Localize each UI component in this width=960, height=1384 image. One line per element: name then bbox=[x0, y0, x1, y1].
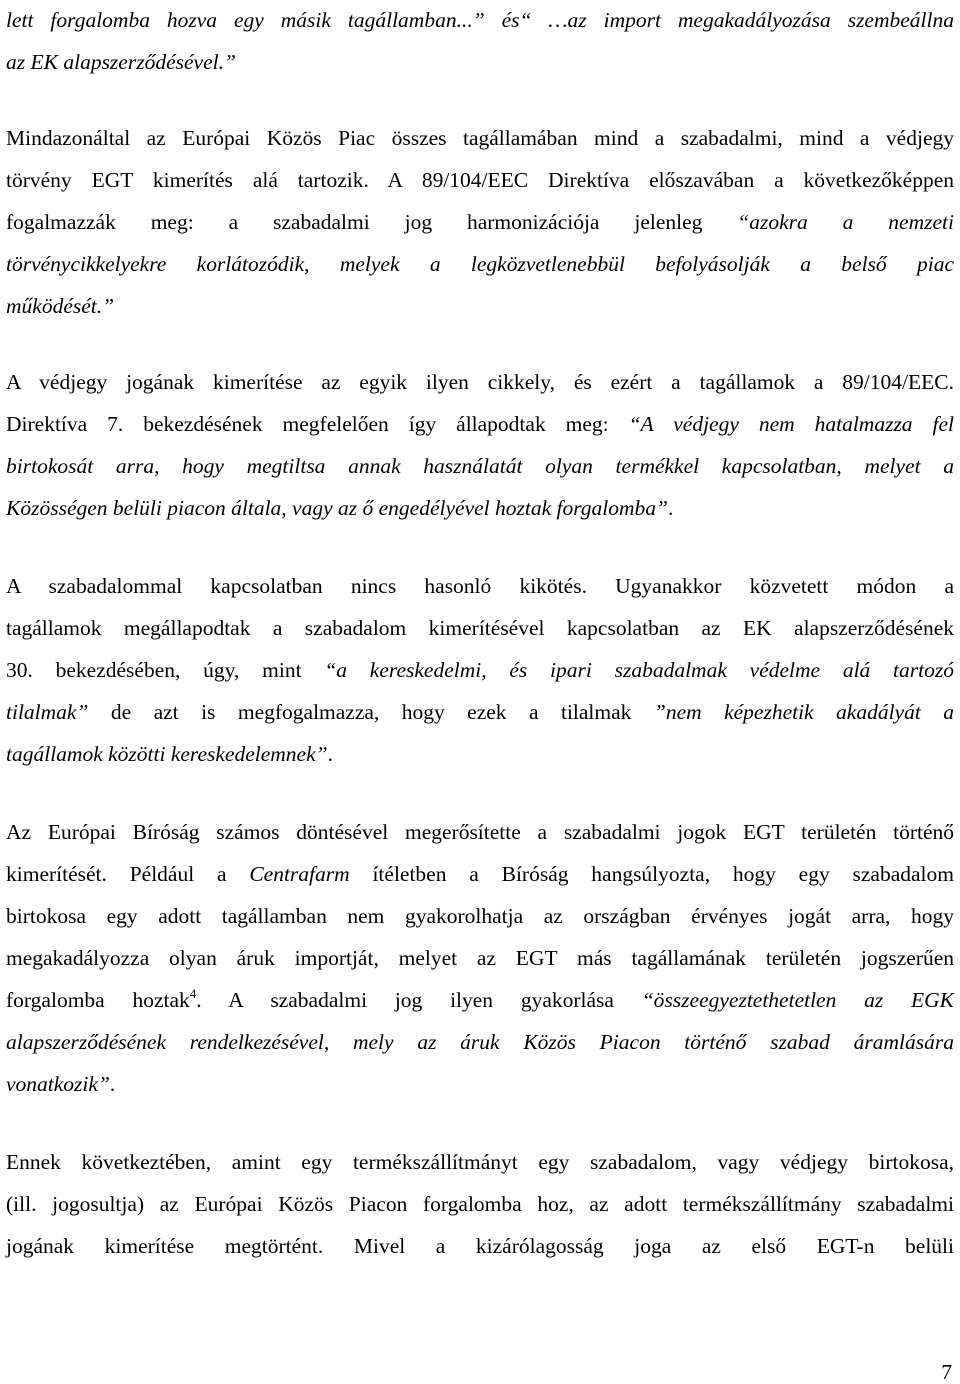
italic-text: az EK alapszerződésével.” bbox=[6, 50, 236, 74]
italic-text: tagállamok közötti kereskedelemnek” bbox=[6, 742, 328, 766]
text-line bbox=[6, 614, 954, 642]
text-line bbox=[6, 902, 954, 930]
text-segment: . bbox=[668, 496, 674, 520]
text-line bbox=[6, 572, 954, 600]
italic-text: birtokosát arra, hogy megtiltsa annak használatát olyan termékkel kapcsolatban, melyet a bbox=[6, 454, 954, 478]
text-segment: törvény EGT kimerítés alá tartozik. A 89/104/EEC Direktíva előszavában a következőképpen bbox=[6, 168, 954, 192]
page-number: 7 bbox=[941, 1360, 952, 1384]
text-line bbox=[6, 1148, 954, 1176]
italic-text: Közösségen belüli piacon általa, vagy az ő engedélyével hoztak forgalomba” bbox=[6, 496, 669, 520]
text-segment: tagállamok megállapodtak a szabadalom kimerítésével kapcsolatban az EK alapszerződésének bbox=[6, 616, 954, 640]
text-segment: kimerítését. Például a bbox=[6, 862, 250, 886]
italic-text: lett forgalomba hozva egy másik tagállamban...” és“ …az import megakadályozása szembeállna bbox=[6, 8, 954, 32]
text-segment: forgalomba hoztak bbox=[6, 988, 190, 1012]
text-line bbox=[6, 6, 954, 34]
italic-text: működését.” bbox=[6, 294, 115, 318]
text-segment: de azt is megfogalmazza, hogy ezek a tilalmak bbox=[88, 700, 654, 724]
text-line bbox=[6, 368, 954, 396]
italic-text: törvénycikkelyekre korlátozódik, melyek a legközvetlenebbül befolyásolják a belső piac bbox=[6, 252, 954, 276]
text-line bbox=[6, 986, 954, 1014]
text-segment: (ill. jogosultja) az Európai Közös Piacon forgalomba hoz, az adott termékszállítmány szabadalmi bbox=[6, 1192, 954, 1216]
italic-text: “a kereskedelmi, és ipari szabadalmak védelme alá tartozó bbox=[324, 658, 954, 682]
italic-text: Centrafarm bbox=[249, 862, 350, 886]
italic-text: “A védjegy nem hatalmazza fel bbox=[628, 412, 954, 436]
text-line bbox=[6, 698, 954, 726]
text-line bbox=[6, 208, 954, 236]
text-segment: fogalmazzák meg: a szabadalmi jog harmonizációja jelenleg bbox=[6, 210, 738, 234]
text-segment: . bbox=[109, 1072, 116, 1096]
text-segment: . A szabadalmi jog ilyen gyakorlása bbox=[196, 988, 642, 1012]
text-segment: jogának kimerítése megtörtént. Mivel a kizárólagosság joga az első EGT-n belüli bbox=[6, 1234, 954, 1258]
text-line bbox=[6, 250, 954, 278]
text-segment: 30. bekezdésében, úgy, mint bbox=[6, 658, 325, 682]
text-segment: A védjegy jogának kimerítése az egyik ilyen cikkely, és ezért a tagállamok a 89/104/EEC. bbox=[6, 370, 954, 394]
italic-text: alapszerződésének rendelkezésével, mely az áruk Közös Piacon történő szabad áramlására bbox=[6, 1030, 954, 1054]
italic-text: “összeegyeztethetetlen az EGK bbox=[641, 988, 954, 1012]
text-segment: birtokosa egy adott tagállamban nem gyakorolhatja az országban érvényes jogát arra, hogy bbox=[6, 904, 954, 928]
text-line bbox=[6, 1232, 954, 1260]
text-line bbox=[6, 818, 954, 846]
text-line bbox=[6, 494, 954, 522]
text-line bbox=[6, 410, 954, 438]
text-line bbox=[6, 292, 954, 320]
text-line bbox=[6, 1070, 954, 1098]
text-line bbox=[6, 166, 954, 194]
text-line bbox=[6, 740, 954, 768]
text-line bbox=[6, 124, 954, 152]
text-segment: ítéletben a Bíróság hangsúlyozta, hogy egy szabadalom bbox=[349, 862, 954, 886]
text-line bbox=[6, 1028, 954, 1056]
text-segment: Mindazonáltal az Európai Közös Piac összes tagállamában mind a szabadalmi, mind a védjegy bbox=[6, 126, 954, 150]
text-segment: Ennek következtében, amint egy termékszállítmányt egy szabadalom, vagy védjegy birtokosa, bbox=[6, 1150, 954, 1174]
text-line bbox=[6, 944, 954, 972]
text-line bbox=[6, 860, 954, 888]
text-line bbox=[6, 48, 954, 76]
text-line bbox=[6, 1190, 954, 1218]
text-line bbox=[6, 656, 954, 684]
italic-text: ”nem képezhetik akadályát a bbox=[653, 700, 954, 724]
italic-text: “azokra a nemzeti bbox=[737, 210, 954, 234]
text-segment: Direktíva 7. bekezdésének megfelelően így állapodtak meg: bbox=[6, 412, 629, 436]
text-segment: Az Európai Bíróság számos döntésével megerősítette a szabadalmi jogok EGT területén történő bbox=[6, 820, 954, 844]
text-segment: A szabadalommal kapcsolatban nincs hasonló kikötés. Ugyanakkor közvetett módon a bbox=[6, 574, 954, 598]
italic-text: vonatkozik” bbox=[6, 1072, 110, 1096]
text-line bbox=[6, 452, 954, 480]
text-segment: . bbox=[327, 742, 333, 766]
text-segment: megakadályozza olyan áruk importját, melyet az EGT más tagállamának területén jogszerűen bbox=[6, 946, 954, 970]
italic-text: tilalmak” bbox=[6, 700, 89, 724]
footnote-marker: 4 bbox=[189, 986, 197, 1001]
